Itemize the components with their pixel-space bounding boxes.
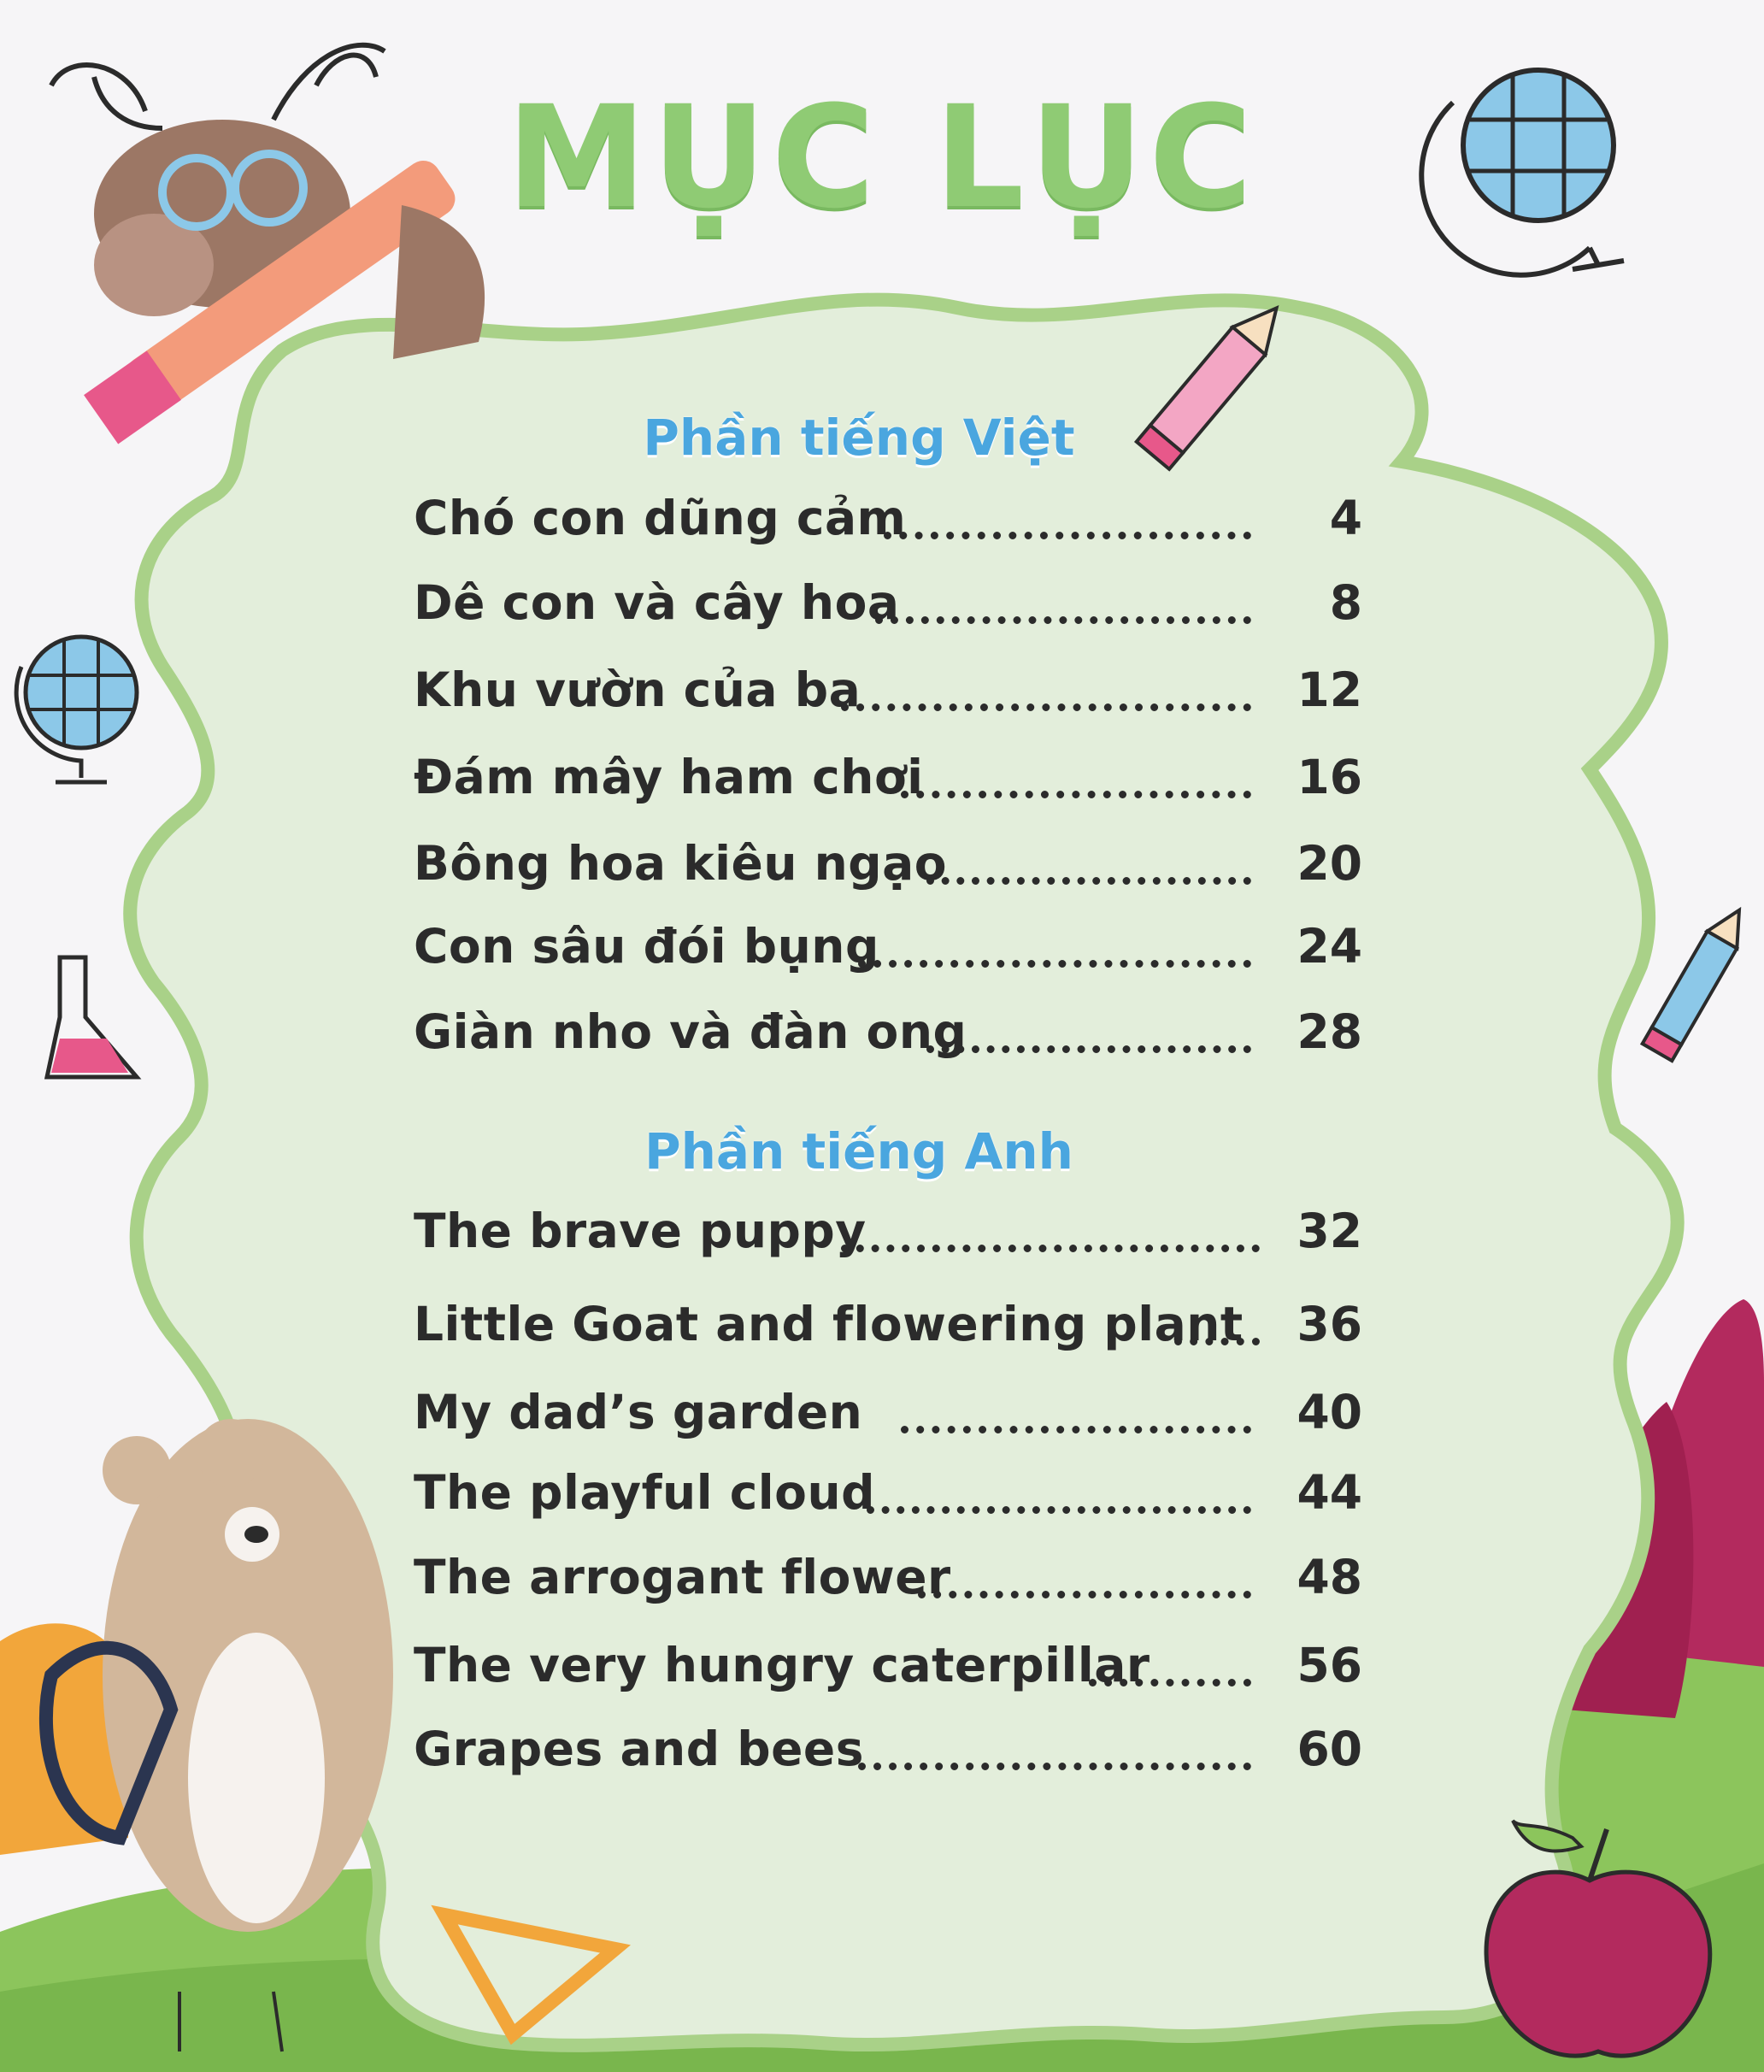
toc-entry[interactable] bbox=[414, 575, 1362, 644]
flask-icon bbox=[47, 957, 137, 1077]
toc-entry-page: 24 bbox=[1297, 919, 1362, 974]
toc-entry-title: Little Goat and flowering plant bbox=[414, 1297, 1244, 1351]
toc-entry-page: 56 bbox=[1297, 1638, 1362, 1692]
toc-entry-page: 40 bbox=[1297, 1385, 1362, 1439]
dot-leader bbox=[926, 1045, 1251, 1053]
toc-entry[interactable] bbox=[414, 1004, 1362, 1073]
toc-entry-title: Bông hoa kiêu ngạo bbox=[414, 836, 948, 891]
toc-entry[interactable] bbox=[414, 750, 1362, 818]
dot-leader bbox=[901, 791, 1251, 798]
toc-entry-page: 28 bbox=[1297, 1004, 1362, 1059]
globe-icon bbox=[16, 637, 137, 782]
page-title: MỤC LỤC bbox=[506, 75, 1258, 239]
toc-entry-page: 48 bbox=[1297, 1550, 1362, 1604]
toc-entry-page: 12 bbox=[1297, 662, 1362, 717]
toc-entry-title: The brave puppy bbox=[414, 1204, 867, 1258]
toc-entry-page: 44 bbox=[1297, 1465, 1362, 1520]
toc-entry-title: My dad’s garden bbox=[414, 1385, 863, 1439]
toc-entry-page: 20 bbox=[1297, 836, 1362, 891]
toc-entry-page: 60 bbox=[1297, 1722, 1362, 1776]
toc-entry-title: Giàn nho và đàn ong bbox=[414, 1004, 967, 1059]
toc-entry[interactable] bbox=[414, 491, 1362, 559]
toc-entry-title: Khu vườn của ba bbox=[414, 662, 861, 717]
toc-entry-page: 36 bbox=[1297, 1297, 1362, 1351]
dot-leader bbox=[926, 877, 1251, 885]
dot-leader bbox=[1089, 1679, 1251, 1686]
toc-entry-title: Grapes and bees bbox=[414, 1722, 864, 1776]
toc-entry-title: The arrogant flower bbox=[414, 1550, 951, 1604]
toc-entry[interactable] bbox=[414, 662, 1362, 731]
toc-entry-title: Chó con dũng cảm bbox=[414, 491, 907, 545]
dot-leader bbox=[1174, 1338, 1260, 1345]
dot-leader bbox=[918, 1591, 1251, 1598]
dot-leader bbox=[875, 616, 1251, 624]
toc-entry[interactable] bbox=[414, 1722, 1362, 1790]
toc-entry-page: 32 bbox=[1297, 1204, 1362, 1258]
toc-entry-page: 8 bbox=[1329, 575, 1362, 630]
toc-entry[interactable] bbox=[414, 1204, 1362, 1272]
toc-entry-page: 4 bbox=[1329, 491, 1362, 545]
dot-leader bbox=[858, 1763, 1251, 1770]
dot-leader bbox=[858, 960, 1251, 968]
section-heading-english: Phần tiếng Anh bbox=[644, 1122, 1073, 1180]
section-heading-vietnamese: Phần tiếng Việt bbox=[643, 409, 1075, 467]
toc-entry-title: The playful cloud bbox=[414, 1465, 875, 1520]
toc-entry-title: Dê con và cây hoa bbox=[414, 575, 900, 630]
toc-entry[interactable] bbox=[414, 1385, 1362, 1453]
toc-entry-page: 16 bbox=[1297, 750, 1362, 804]
dot-leader bbox=[841, 1245, 1260, 1252]
toc-entry-title: Đám mây ham chơi bbox=[414, 750, 924, 804]
toc-entry[interactable] bbox=[414, 836, 1362, 904]
toc-entry-title: The very hungry caterpillar bbox=[414, 1638, 1150, 1692]
dot-leader bbox=[901, 1426, 1251, 1433]
toc-entry[interactable] bbox=[414, 1465, 1362, 1533]
toc-entry[interactable] bbox=[414, 1297, 1362, 1365]
toc-entry[interactable] bbox=[414, 1638, 1362, 1706]
dot-leader bbox=[867, 1506, 1251, 1514]
pencil-icon bbox=[1643, 902, 1755, 1061]
toc-entry[interactable] bbox=[414, 919, 1362, 987]
dot-leader bbox=[884, 532, 1251, 539]
dot-leader bbox=[841, 703, 1251, 711]
toc-entry-title: Con sâu đói bụng bbox=[414, 919, 879, 974]
toc-entry[interactable] bbox=[414, 1550, 1362, 1618]
